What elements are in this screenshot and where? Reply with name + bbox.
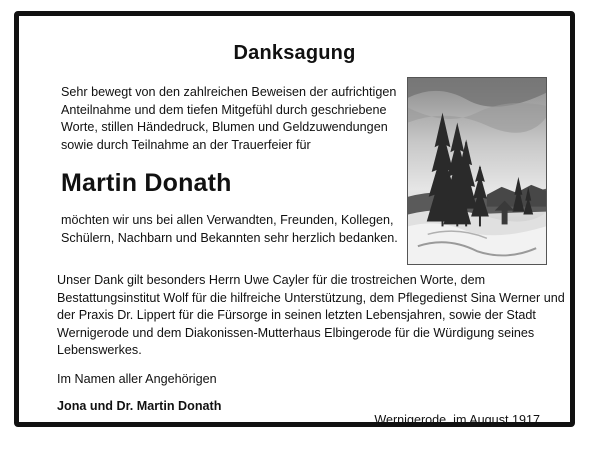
thanks-paragraph: möchten wir uns bei allen Verwandten, Freunden, Kollegen, Schülern, Nachbarn und Bekannten sehr herzlich bedanken. — [61, 213, 398, 245]
intro-paragraph: Sehr bewegt von den zahlreichen Beweisen der aufrichtigen Anteilnahme und dem tiefen Mitgefühl durch geschriebene Worte, stillen Händedruck, Blumen und Geldzuwendungen sowie durch Teilnahme an der Trauerfeier für — [61, 85, 397, 152]
place-date: Wernigerode, im August 1917 — [374, 413, 540, 427]
regards-line: Im Namen aller Angehörigen — [57, 372, 217, 386]
special-thanks-paragraph: Unser Dank gilt besonders Herrn Uwe Cayler für die trostreichen Worte, dem Bestattungsinstitut Wolf für die hilfreiche Unterstützung, dem Pflegedienst Sina Werner und der Praxis Dr. Lippert für die Fürsorge in seinen letzten Lebensjahren, sowie der Stadt Wernigerode und dem Diakonissen-Mutterhaus Elbingerode für die Würdigung seines Lebenswerkes. — [57, 273, 565, 357]
landscape-painting-art — [408, 78, 546, 264]
notice-frame — [14, 11, 575, 427]
notice-title: Danksagung — [233, 42, 356, 64]
landscape-painting — [407, 77, 547, 265]
signers: Jona und Dr. Martin Donath — [57, 399, 222, 413]
deceased-name: Martin Donath — [61, 169, 232, 197]
